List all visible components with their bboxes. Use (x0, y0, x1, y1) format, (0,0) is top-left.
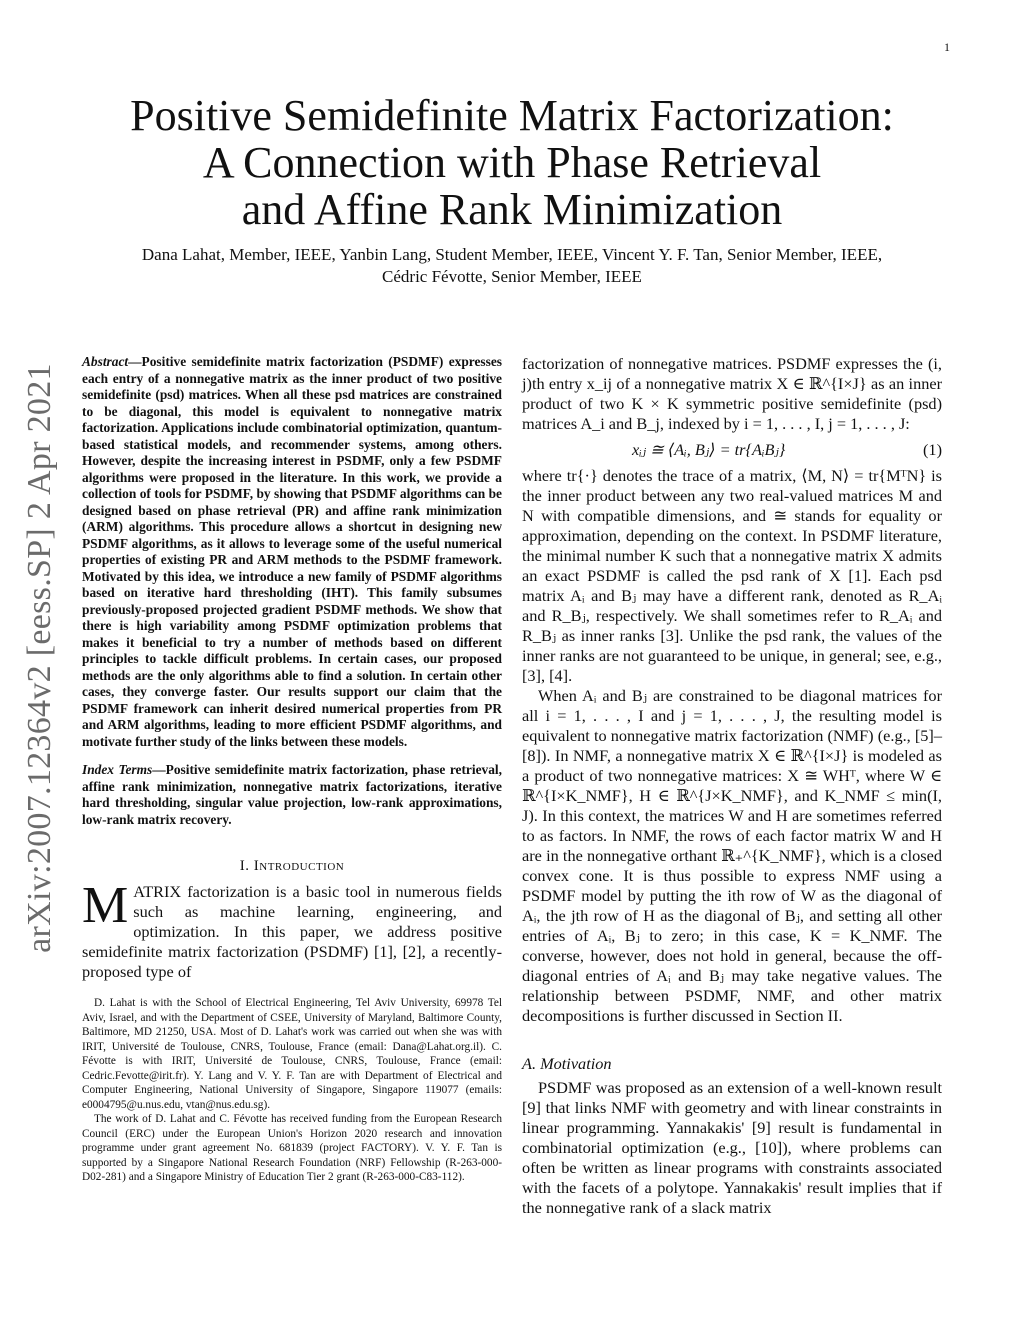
footnote-affiliations: D. Lahat is with the School of Electrical Engineering, Tel Aviv University, 69978 Tel Aviv, Israel, and with the Department of CSEE, University of Maryland, Baltimore County, Baltimore, MD 21250, USA. Most of D. Lahat's work was carried out when she was with IRIT, Université de Toulouse, CNRS, Toulouse, France (email: Dana@Lahat.org.il). C. Févotte is with IRIT, Université de Toulouse, CNRS, Toulouse, France (email: Cedric.Fevotte@irit.fr). Y. Lang and V. Y. F. Tan are with Department of Electrical and Computer Engineering, National University of Singapore, Singapore 119077 (emails: e0004795@u.nus.edu, vtan@nus.edu.sg). (82, 997, 502, 1111)
section-heading-introduction: I. Introduction (239, 858, 345, 874)
author-list (80, 244, 944, 288)
title-line-3: and Affine Rank Minimization (241, 185, 783, 234)
title-line-1: Positive Semidefinite Matrix Factorization: (130, 91, 894, 140)
index-terms (82, 762, 502, 828)
authors-line-2: Cédric Févotte, Senior Member, IEEE (382, 267, 642, 286)
subsection-heading-motivation: A. Motivation (522, 1054, 612, 1073)
abstract (82, 354, 502, 750)
arxiv-identifier (20, 358, 60, 958)
intro-paragraph (82, 877, 502, 982)
abstract-text: —Positive semidefinite matrix factorization (PSDMF) expresses each entry of a nonnegative matrix as the inner product of two positive semidefinite (psd) matrices. When all these psd matrices are constrained to be diagonal, this model is equivalent to nonnegative matrix factorization. Applications include combinatorial optimization, quantum-based statistical models, and recommender systems, among others. However, despite the increasing interest in PSDMF, only a few PSDMF algorithms were proposed in the literature. In this work, we provide a collection of tools for PSDMF, by showing that PSDMF algorithms can be designed based on phase retrieval (PR) and affine rank minimization (ARM) algorithms. This procedure allows a shortcut in designing new PSDMF algorithms, as it allows to leverage some of the useful numerical properties of existing PR and ARM methods to the PSDMF framework. Motivated by this idea, we introduce a new family of PSDMF algorithms based on iterative hard thresholding (IHT). This family subsumes previously-proposed projected gradient PSDMF methods. We show that there is high variability among PSDMF optimization problems that makes it beneficial to try a number of methods based on different principles to tackle difficult problems. In certain cases, our proposed methods are the only algorithms able to find a solution. In certain other cases, they converge faster. Our results support our claim that the PSDMF framework can inherit desired numerical properties from PR and ARM algorithms, leading to more efficient PSDMF algorithms, and motivate further study of the links between these models. (82, 354, 502, 749)
footnote-funding: The work of D. Lahat and C. Févotte has received funding from the European Research Council (ERC) under the European Union's Horizon 2020 research and innovation programme under grant agreement No. 681839 (project FACTORY). V. Y. F. Tan is supported by a Singapore National Research Foundation (NRF) Fellowship (R-263-000-D02-281) and a Singapore Ministry of Education Tier 2 grant (R-263-000-C83-112). (82, 1113, 502, 1183)
page-number: 1 (944, 40, 950, 54)
equation-1-body: xᵢⱼ ≅ ⟨Aᵢ, Bⱼ⟩ = tr{AᵢBⱼ} (632, 440, 786, 459)
title-line-2: A Connection with Phase Retrieval (202, 138, 822, 187)
abstract-lead: Abstract (82, 354, 129, 369)
paper-title (100, 92, 924, 233)
right-paragraph-1: factorization of nonnegative matrices. PSDMF expresses the (i, j)th entry x_ij of a nonnegative matrix X ∈ ℝ^{I×J} as an inner product of two K × K symmetric positive semidefinite (psd) matrices A_i and B_j, indexed by i = 1, . . . , I, j = 1, . . . , J: (522, 354, 942, 433)
arxiv-identifier-text: arXiv:2007.12364v2 [eess.SP] 2 Apr 2021 (21, 363, 58, 953)
intro-text: ATRIX factorization is a basic tool in numerous fields such as machine learning, engineering, and optimization. In this paper, we address positive semidefinite matrix factorization (PSDMF) [1], [2], a recently-proposed type of (82, 882, 502, 981)
index-terms-lead: Index Terms (82, 762, 153, 777)
footnotes (82, 996, 502, 1185)
right-paragraph-2: where tr{·} denotes the trace of a matrix, ⟨M, N⟩ = tr{MᵀN} is the inner product between any two real-valued matrices M and N with compatible dimensions, and ≅ stands for equality or approximation, depending on the context. In PSDMF literature, the minimal number K such that a nonnegative matrix X admits an exact PSDMF is called the psd rank of X [1]. Each psd matrix Aᵢ and Bⱼ may have a different rank, denoted as R_Aᵢ and R_Bⱼ, respectively. We shall sometimes refer to R_Aᵢ and R_Bⱼ as inner ranks [3]. Unlike the psd rank, the values of the inner ranks are not guaranteed to be unique, in general; see, e.g., [3], [4]. (522, 466, 942, 685)
equation-1-number: (1) (923, 440, 942, 459)
right-paragraph-3: When Aᵢ and Bⱼ are constrained to be diagonal matrices for all i = 1, . . . , I and j = 1, . . . , J, the resulting model is equivalent to nonnegative matrix factorization (NMF) (e.g., [5]–[8]). In NMF, a nonnegative matrix X ∈ ℝ^{I×J} is modeled as a product of two nonnegative matrices: X ≅ WHᵀ, where W ∈ ℝ^{I×K_NMF}, H ∈ ℝ^{J×K_NMF}, and K_NMF ≤ min(I, J). In this context, the matrices W and H are sometimes referred to as factors. In NMF, the rows of each factor matrix W and H are in the nonnegative orthant ℝ₊^{K_NMF}, which is a closed convex cone. It is thus possible to express NMF using a PSDMF model by putting the ith row of W as the diagonal of Aᵢ, the jth row of H as the diagonal of Bⱼ, and setting all other entries of Aᵢ, Bⱼ to zero; in this case, K = K_NMF. The converse, however, does not hold in general, because the off-diagonal entries of Aᵢ and Bⱼ may take negative values. The relationship between PSDMF, NMF, and other matrix decompositions is further discussed in Section II. (522, 686, 942, 1025)
authors-line-1: Dana Lahat, Member, IEEE, Yanbin Lang, Student Member, IEEE, Vincent Y. F. Tan, Senior Member, IEEE, (141, 245, 883, 264)
right-paragraph-4: PSDMF was proposed as an extension of a well-known result [9] that links NMF with geometry and with linear constraints in linear programming. Yannakakis' [9] result is fundamental in combinatorial optimization (e.g., [10]), where problems can often be written as linear programs with constraints associated with the facets of a polytope. Yannakakis' result implies that if the nonnegative rank of a slack matrix (522, 1078, 942, 1217)
left-column (82, 354, 502, 1185)
index-terms-text: —Positive semidefinite matrix factorization, phase retrieval, affine rank minimization, nonnegative matrix factorizations, iterative hard thresholding, singular value projection, low-rank approximations, low-rank matrix recovery. (82, 762, 503, 827)
right-column (522, 354, 942, 1218)
dropcap-letter: M (82, 877, 129, 934)
equation-1 (522, 440, 942, 460)
